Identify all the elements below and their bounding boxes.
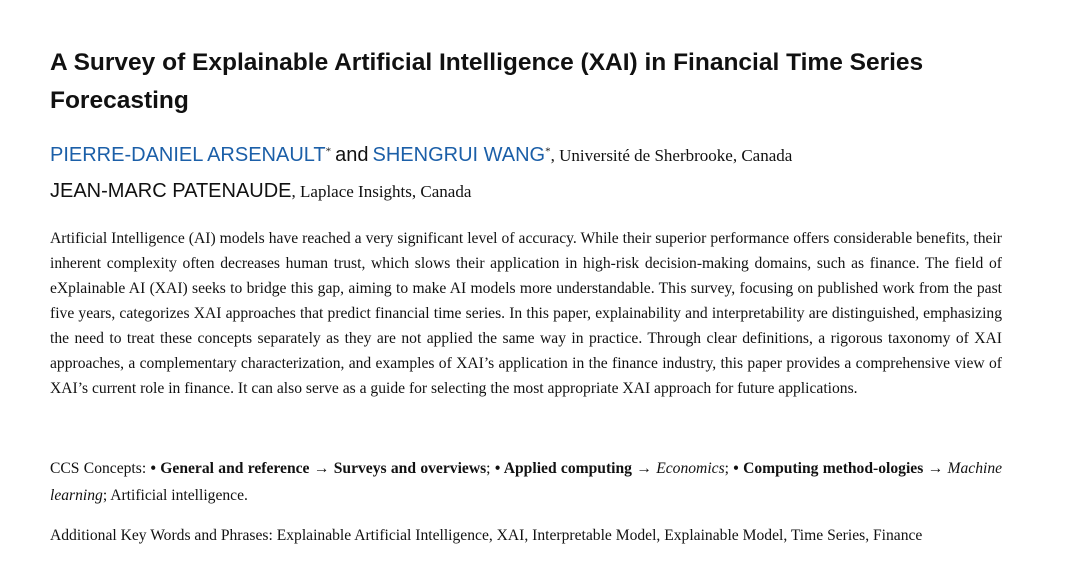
author-line-2	[50, 177, 1010, 205]
author-footnote-mark: *	[545, 145, 551, 158]
ccs-separator: ;	[724, 460, 734, 477]
keywords-paragraph: Additional Key Words and Phrases: Explainable Artificial Intelligence, XAI, Interpretable Model, Explainable Model, Time Series, Finance	[50, 527, 923, 544]
ccs-bullet: •	[733, 460, 744, 477]
author-connector: and	[335, 144, 369, 166]
ccs-concept-ml: Machine learning	[50, 460, 1003, 504]
ccs-concept-ai: Artificial intelligence	[110, 487, 245, 504]
ccs-concept-applied: Applied computing	[503, 460, 632, 477]
ccs-concept-computing: Computing method-ologies	[743, 460, 924, 477]
ccs-bullet: •	[494, 460, 504, 477]
ccs-separator: ;	[486, 460, 495, 477]
author-line-1	[50, 141, 1010, 169]
ccs-end: .	[244, 487, 248, 504]
ccs-prefix: CCS Concepts:	[50, 460, 151, 477]
ccs-arrow: →	[631, 460, 657, 477]
ccs-concepts	[50, 455, 1002, 509]
ccs-concept-general: General and reference	[160, 460, 310, 477]
author-name-patenaude: JEAN-MARC PATENAUDE	[50, 180, 292, 202]
ccs-bullet: •	[150, 460, 161, 477]
abstract-paragraph: Artificial Intelligence (AI) models have reached a very significant level of accuracy. While their superior performance offers considerable benefits, their inherent complexity often decreases human trust, which slows their application in high-risk decision-making domains, such as finance. The field of eXplainable AI (XAI) seeks to bridge this gap, aiming to make AI models more understandable. This survey, focusing on published work from the past five years, categorizes XAI approaches that predict financial time series. In this paper, explainability and interpretability are distinguished, emphasizing the need to treat these concepts separately as they are not applied the same way in practice. Through clear definitions, a rigorous taxonomy of XAI approaches, a complementary characterization, and examples of XAI’s application in the finance industry, this paper provides a comprehensive view of XAI’s current role in finance. It can also serve as a guide for selecting the most appropriate XAI approach for future applications.	[50, 230, 1002, 397]
author-link-wang[interactable]: SHENGRUI WANG	[372, 144, 546, 166]
ccs-concept-surveys: Surveys and overviews	[333, 460, 487, 477]
author-affiliation: , Laplace Insights, Canada	[291, 182, 472, 201]
paper-title: A Survey of Explainable Artificial Intelligence (XAI) in Financial Time Series Forecasting	[50, 49, 924, 114]
author-footnote-mark: *	[325, 145, 332, 158]
ccs-separator: ;	[102, 487, 111, 504]
ccs-arrow: →	[923, 460, 948, 477]
author-affiliation: , Université de Sherbrooke, Canada	[550, 146, 793, 165]
ccs-arrow: →	[309, 460, 334, 477]
ccs-concept-economics: Economics	[656, 460, 725, 477]
author-link-arsenault[interactable]: PIERRE-DANIEL ARSENAULT	[50, 144, 326, 166]
